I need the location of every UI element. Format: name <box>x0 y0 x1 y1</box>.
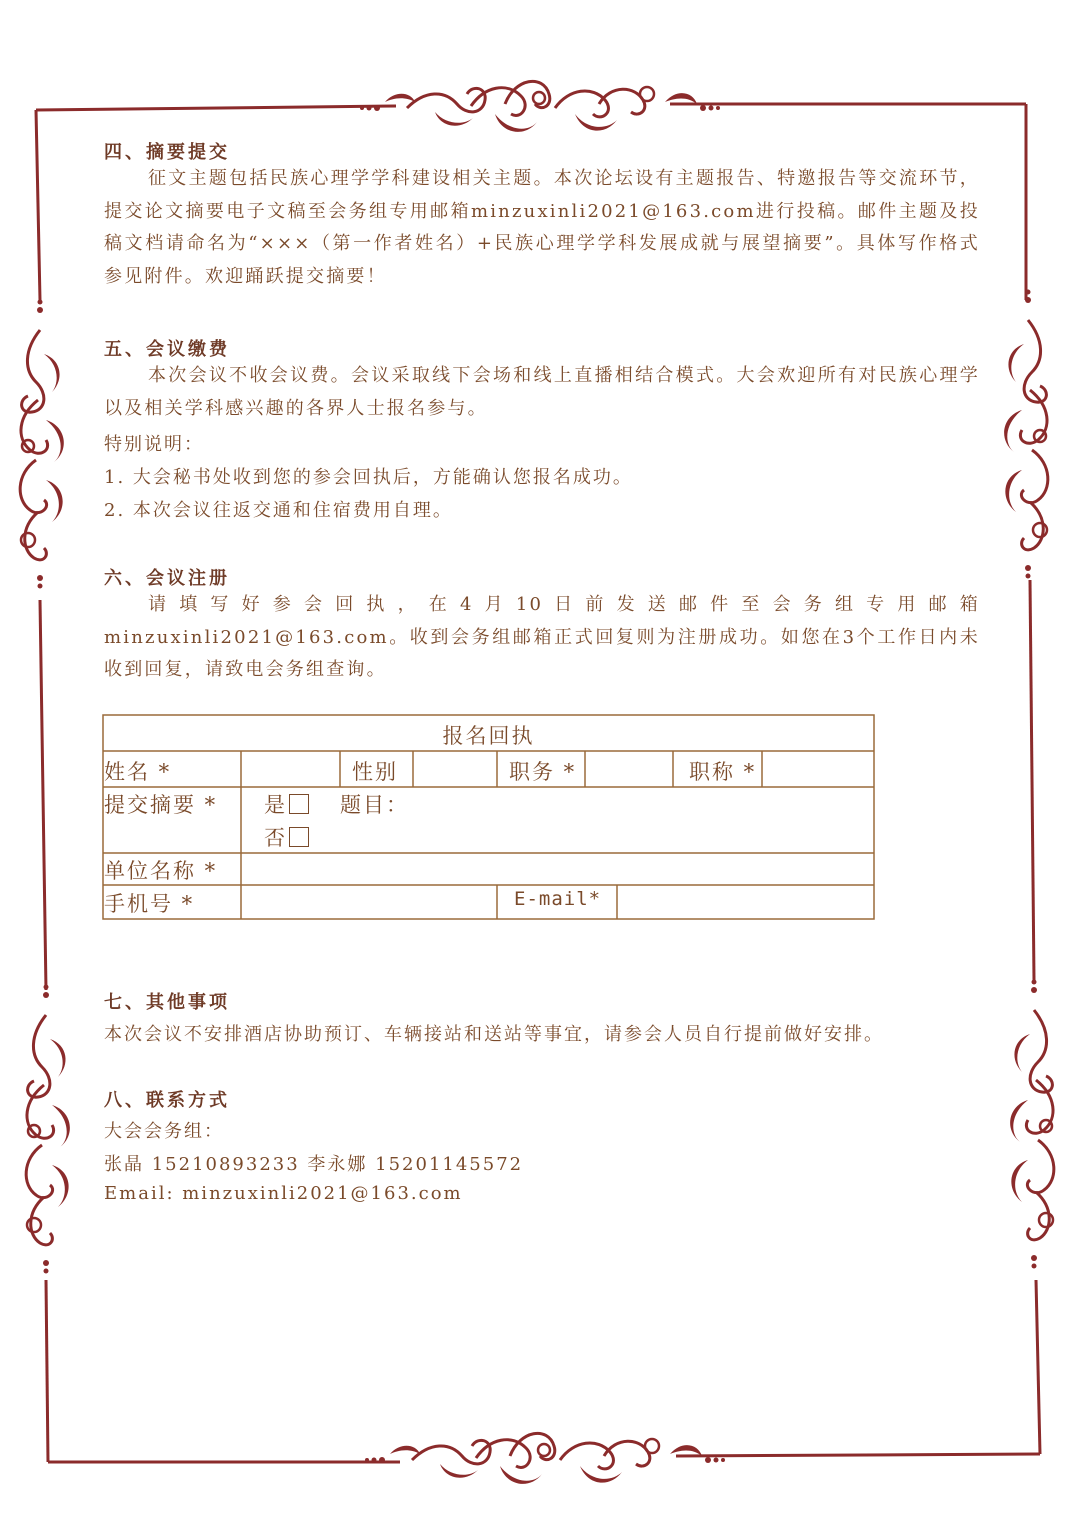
contact-line-1: 大会会务组： <box>104 1121 224 1142</box>
yes-checkbox[interactable] <box>289 794 309 814</box>
phone-field[interactable] <box>243 887 496 917</box>
contact-line-3: Email: minzuxinli2021@163.com <box>104 1183 463 1204</box>
yes-label: 是 <box>264 793 287 817</box>
position-field[interactable] <box>587 753 672 785</box>
no-label: 否 <box>264 826 287 850</box>
section-other-body: 本次会议不安排酒店协助预订、车辆接站和送站等事宜，请参会人员自行提前做好安排。 <box>104 1024 884 1045</box>
section-abstract-body: 征文主题包括民族心理学学科建设相关主题。本次论坛设有主题报告、特邀报告等交流环节，提交论文摘要电子文稿至会务组专用邮箱minzuxinli2021@163.com进行投稿。邮件主题及投稿文档请命名为“×××（第一作者姓名）+民族心理学学科发展成就与展望摘要”。具体写作格式参见附件。欢迎踊跃提交摘要！ <box>104 168 980 287</box>
topic-field[interactable] <box>412 789 872 851</box>
contact-line-2: 张晶 15210893233 李永娜 15201145572 <box>104 1154 524 1175</box>
email-field[interactable] <box>619 887 872 917</box>
name-label: 姓名 * <box>104 760 172 784</box>
abstract-yes-option[interactable] <box>264 789 309 819</box>
topic-label: 题目： <box>340 793 409 817</box>
form-title: 报名回执 <box>442 724 535 748</box>
org-label: 单位名称 * <box>104 859 218 883</box>
name-field[interactable] <box>243 753 339 785</box>
phone-label: 手机号 * <box>104 892 195 916</box>
section-fees-title: 五、会议缴费 <box>104 339 230 360</box>
fees-note-1: 1. 大会秘书处收到您的参会回执后，方能确认您报名成功。 <box>104 467 633 488</box>
section-registration-title: 六、会议注册 <box>104 568 230 589</box>
abstract-no-option[interactable] <box>264 822 309 852</box>
position-label: 职务 * <box>509 760 577 784</box>
org-field[interactable] <box>243 855 872 883</box>
section-other-title: 七、其他事项 <box>104 992 230 1013</box>
no-checkbox[interactable] <box>289 827 309 847</box>
fees-note-label: 特别说明： <box>104 434 204 455</box>
email-label: E-mail* <box>514 888 602 910</box>
rank-label: 职称 * <box>689 760 757 784</box>
registration-form <box>102 714 875 920</box>
section-contact-title: 八、联系方式 <box>104 1090 230 1111</box>
fees-note-2: 2. 本次会议往返交通和住宿费用自理。 <box>104 500 453 521</box>
section-abstract-title: 四、摘要提交 <box>104 142 230 163</box>
rank-field[interactable] <box>764 753 872 785</box>
gender-label: 性别 <box>352 760 398 784</box>
gender-field[interactable] <box>415 753 496 785</box>
abstract-label: 提交摘要 * <box>104 793 218 817</box>
section-registration-body: 请填写好参会回执，在4月10日前发送邮件至会务组专用邮箱minzuxinli2021@163.com。收到会务组邮箱正式回复则为注册成功。如您在3个工作日内未收到回复，请致电会务组查询。 <box>104 594 980 680</box>
section-fees-body: 本次会议不收会议费。会议采取线下会场和线上直播相结合模式。大会欢迎所有对民族心理学以及相关学科感兴趣的各界人士报名参与。 <box>104 365 980 419</box>
